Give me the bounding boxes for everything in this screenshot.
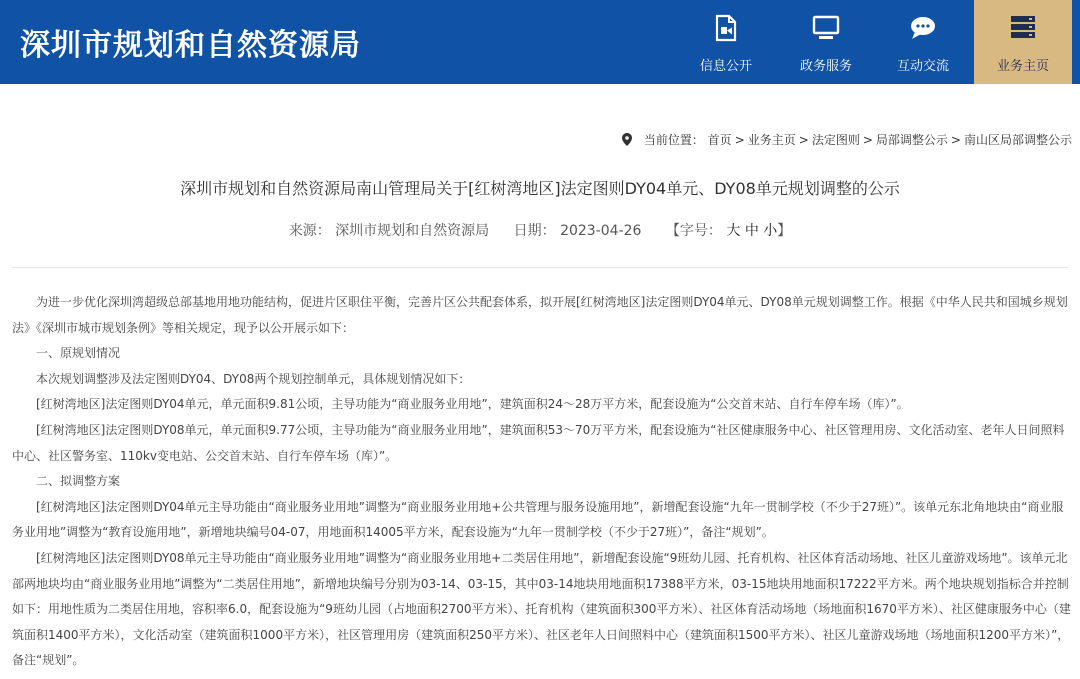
source-label: 来源： [288,223,331,239]
paragraph-dy08-original: [红树湾地区]法定图则DY08单元，单元面积9.77公顷，主导功能为“商业服务业用地”，建筑面积53～70万平方米，配套设施为“社区健康服务中心、社区管理用房、文化活动室、老年人日间照料中心、社区警务室、110kv变电站、公交首末站、自行车停车场（库）”。 [12,422,1065,463]
font-size-small-button[interactable]: 小 [763,223,778,239]
breadcrumb-separator: > [734,133,745,147]
divider [12,267,1068,268]
paragraph-dy04-original: [红树湾地区]法定图则DY04单元，单元面积9.81公顷，主导功能为“商业服务业用地”，建筑面积24～28万平方米，配套设施为“公交首末站、自行车停车场（库）”。 [36,397,909,412]
breadcrumb-separator: > [862,133,873,147]
document-icon [678,14,774,42]
date-label: 日期： [513,223,556,239]
section-heading-original-plan: 一、原规划情况 [36,346,121,361]
paragraph-intro: 为进一步优化深圳湾超级总部基地用地功能结构，促进片区职住平衡，完善片区公共配套体系，拟开展[红树湾地区]法定图则DY04单元、DY08单元规划调整工作。根据《中华人民共和国城乡规划法》《深圳市城市规划条例》等相关规定，现予以公开展示如下： [12,295,1068,335]
server-icon [974,14,1072,42]
nav-business-home[interactable] [974,0,1072,84]
font-size-medium-button[interactable]: 中 [744,223,759,239]
nav-label: 信息公开 [699,59,752,74]
nav-label: 政务服务 [799,59,852,74]
monitor-icon [778,14,874,42]
paragraph-dy08-adjustment: [红树湾地区]法定图则DY08单元主导功能由“商业服务业用地”调整为“商业服务业用地+二类居住用地”，新增配套设施“9班幼儿园、托育机构、社区体育活动场地、社区儿童游戏场地”。该单元北部两地块均由“商业服务业用地”调整为“二类居住用地”，新增地块编号分别为03-14、03-15，其中03-14地块用地面积17388平方米，03-15地块用地面积17222平方米。两个地块规划指标合并控制如下：用地性质为二类居住用地，容积率6.0，配套设施为“9班幼儿园（占地面积2700平方米）、托育机构（建筑面积300平方米）、社区体育活动场地（场地面积1670平方米）、社区健康服务中心（建筑面积1400平方米），文化活动室（建筑面积1000平方米），社区管理用房（建筑面积250平方米）、社区老年人日间照料中心（建筑面积1500平方米）、社区儿童游戏场地（场地面积1200平方米）”，备注“规划”。 [12,550,1071,668]
nav-government-services[interactable] [778,0,874,84]
article-title: 深圳市规划和自然资源局南山管理局关于[红树湾地区]法定图则DY04单元、DY08单元规划调整的公示 [180,179,900,198]
breadcrumb-home[interactable]: 首页 [707,133,732,147]
breadcrumb-separator: > [950,133,961,147]
nav-label: 业务主页 [996,59,1049,74]
breadcrumb-partial-adjustment[interactable]: 局部调整公示 [875,133,948,147]
date-value: 2023-04-26 [560,223,642,239]
nav-info-disclosure[interactable] [678,0,774,84]
source-value: 深圳市规划和自然资源局 [335,223,490,239]
breadcrumb-business-home[interactable]: 业务主页 [747,133,796,147]
font-size-large-button[interactable]: 大 [726,223,741,239]
breadcrumb-separator: > [798,133,809,147]
nav-interaction[interactable] [875,0,971,84]
chat-icon [875,14,971,42]
font-size-close: 】 [777,223,792,239]
section-heading-proposed-adjustment: 二、拟调整方案 [36,474,121,489]
location-pin-icon [622,133,636,149]
nav-label: 互动交流 [896,59,949,74]
breadcrumb-prefix: 当前位置： [643,133,704,147]
site-header [0,0,1080,84]
breadcrumb [622,131,1072,149]
site-title[interactable]: 深圳市规划和自然资源局 [20,28,361,63]
article-content [12,290,1072,674]
font-size-label: 【字号： [665,223,722,239]
paragraph-scope: 本次规划调整涉及法定图则DY04、DY08两个规划控制单元，具体规划情况如下： [36,371,471,386]
paragraph-dy04-adjustment: [红树湾地区]法定图则DY04单元主导功能由“商业服务业用地”调整为“商业服务业用地+公共管理与服务设施用地”，新增配套设施“九年一贯制学校（不少于27班）”。该单元东北角地块由“商业服务业用地”调整为“教育设施用地”，新增地块编号04-07，用地面积14005平方米，配套设施为“九年一贯制学校（不少于27班）”，备注“规划”。 [12,499,1064,540]
breadcrumb-statutory-plan[interactable]: 法定图则 [811,133,860,147]
breadcrumb-nanshan-adjustment[interactable]: 南山区局部调整公示 [963,133,1072,147]
article-meta [0,220,1080,240]
